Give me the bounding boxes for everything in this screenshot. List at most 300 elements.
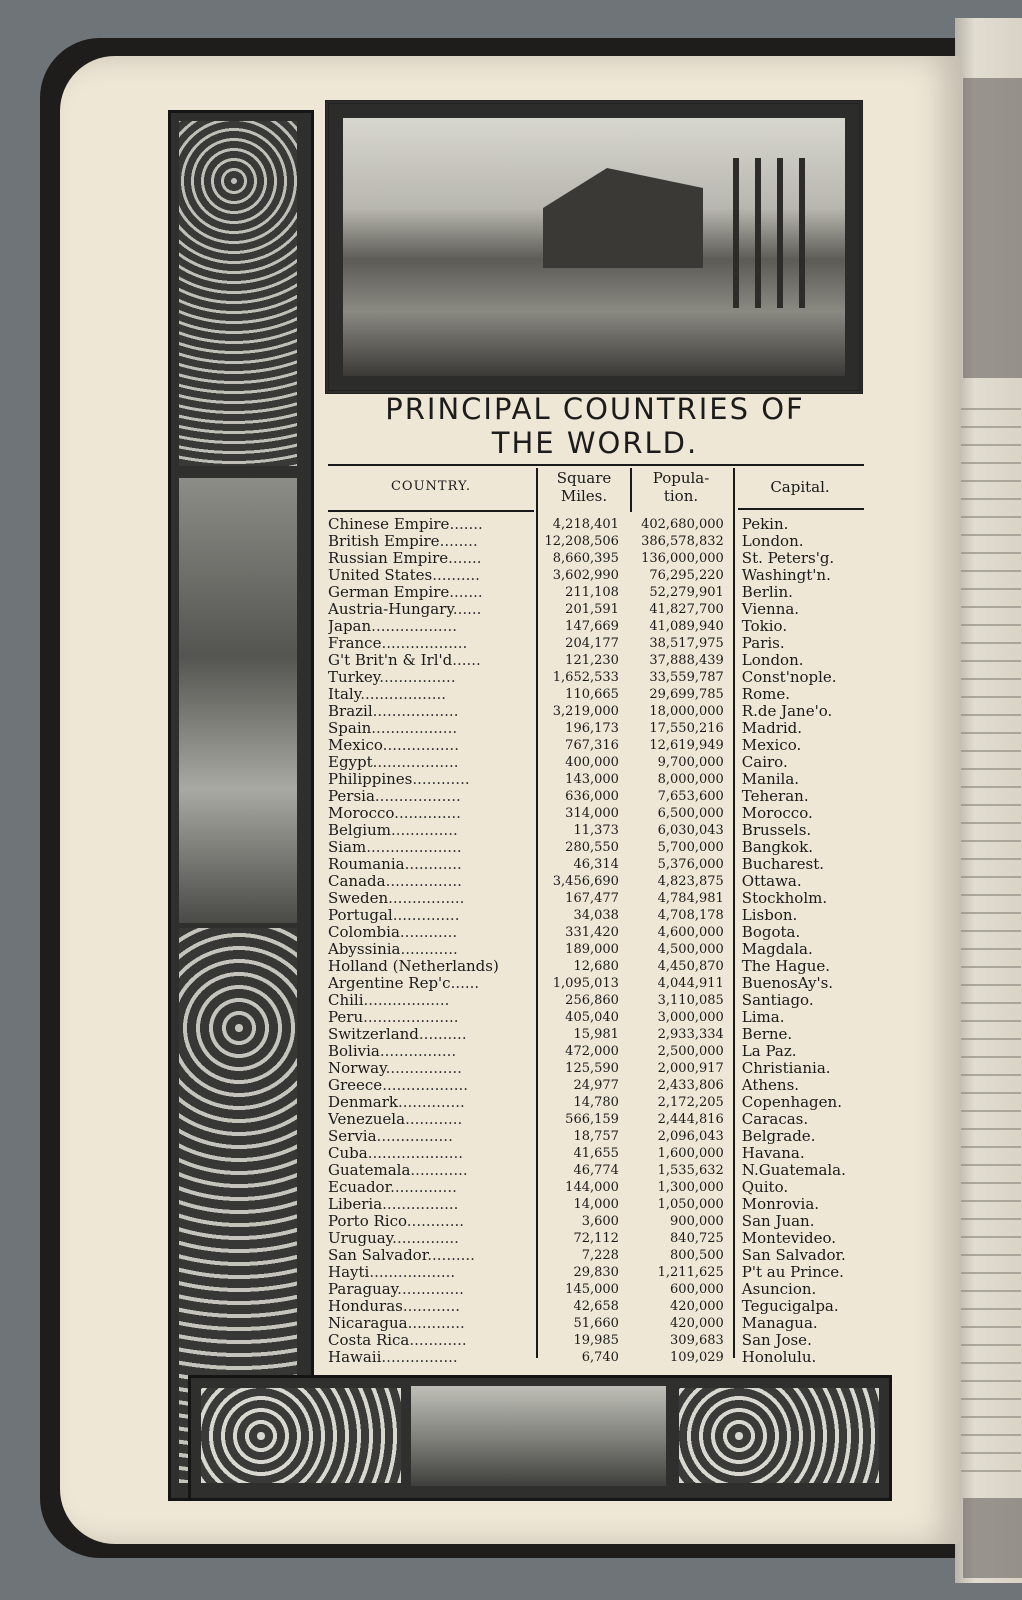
table-row — [328, 635, 864, 652]
country-cell — [328, 1111, 530, 1128]
square-miles-cell: 11,373 — [573, 823, 619, 838]
population-cell: 1,211,625 — [657, 1265, 724, 1280]
country-cell — [328, 1247, 530, 1264]
country-name: San Salvador — [328, 1247, 428, 1264]
capital-cell: La Paz. — [741, 1043, 797, 1060]
capital-cell: The Hague. — [741, 958, 831, 975]
square-miles-cell: 51,660 — [573, 1316, 619, 1331]
trees-illustration — [733, 158, 813, 308]
capital-cell: Copenhagen. — [741, 1094, 842, 1111]
leader-dots: ............ — [402, 1298, 461, 1315]
capital-cell: Lima. — [741, 1009, 785, 1026]
header-popula-label: Popula- — [652, 469, 710, 487]
population-cell: 1,300,000 — [657, 1180, 724, 1195]
country-name: German Empire — [328, 584, 450, 601]
table-row — [328, 958, 864, 975]
capital-cell: Christiania. — [741, 1060, 831, 1077]
country-cell — [328, 584, 530, 601]
country-name: Austria-Hungary — [328, 601, 453, 618]
square-miles-cell: 472,000 — [565, 1044, 619, 1059]
table-row — [328, 1281, 864, 1298]
country-cell — [328, 1060, 530, 1077]
country-cell — [328, 822, 530, 839]
country-cell — [328, 1026, 530, 1043]
leader-dots: .................. — [371, 720, 458, 737]
square-miles-cell: 145,000 — [565, 1282, 619, 1297]
square-miles-cell: 14,780 — [573, 1095, 619, 1110]
leader-dots: .............. — [398, 1094, 465, 1111]
population-cell: 4,600,000 — [657, 925, 724, 940]
leader-dots: ............ — [404, 856, 462, 873]
capital-cell: Bangkok. — [741, 839, 814, 856]
table-row — [328, 1145, 864, 1162]
leader-dots: ...... — [452, 652, 481, 669]
capital-cell: Madrid. — [741, 720, 803, 737]
square-miles-cell: 211,108 — [565, 585, 619, 600]
country-name: Honduras — [328, 1298, 403, 1315]
country-cell — [328, 1315, 530, 1332]
population-cell: 840,725 — [670, 1231, 724, 1246]
leader-dots: ............ — [407, 1315, 465, 1332]
country-cell — [328, 686, 530, 703]
table-row — [328, 550, 864, 567]
title-line-2: THE WORLD. — [491, 426, 699, 460]
leader-dots: ........ — [439, 533, 478, 550]
population-cell: 2,933,334 — [657, 1027, 724, 1042]
country-name: Holland (Netherlands) — [328, 958, 499, 975]
country-name: Belgium — [328, 822, 391, 839]
population-cell: 18,000,000 — [649, 704, 724, 719]
country-name: Costa Rica — [328, 1332, 410, 1349]
square-miles-cell: 147,669 — [565, 619, 619, 634]
leader-dots: ................ — [385, 873, 462, 890]
square-miles-cell: 3,602,990 — [552, 568, 619, 583]
capital-cell: San Jose. — [741, 1332, 812, 1349]
page-title — [325, 392, 865, 460]
table-row — [328, 992, 864, 1009]
leader-dots: .................. — [382, 1077, 469, 1094]
square-miles-cell: 12,680 — [573, 959, 619, 974]
population-cell: 41,089,940 — [649, 619, 724, 634]
leader-dots: .................. — [369, 1264, 456, 1281]
country-cell — [328, 907, 530, 924]
facing-page-illustration — [963, 78, 1022, 378]
square-miles-cell: 3,219,000 — [552, 704, 619, 719]
engraving-scene — [343, 118, 845, 376]
country-name: G't Brit'n & Irl'd — [328, 652, 453, 669]
country-name: Porto Rico — [328, 1213, 407, 1230]
square-miles-cell: 29,830 — [573, 1265, 619, 1280]
leader-dots: .............. — [390, 1179, 457, 1196]
leader-dots: ............ — [410, 1162, 468, 1179]
table-row — [328, 754, 864, 771]
country-name: Abyssinia — [328, 941, 401, 958]
leader-dots: ................ — [376, 1128, 453, 1145]
header-rule-country — [328, 510, 534, 512]
floral-scroll-ornament — [179, 121, 297, 466]
square-miles-cell: 143,000 — [565, 772, 619, 787]
header-capital-label: Capital. — [770, 478, 830, 496]
country-name: Cuba — [328, 1145, 368, 1162]
country-name: Japan — [328, 618, 372, 635]
table-row — [328, 1026, 864, 1043]
square-miles-cell: 767,316 — [565, 738, 619, 753]
population-cell: 33,559,787 — [649, 670, 724, 685]
country-name: United States — [328, 567, 433, 584]
country-cell — [328, 1162, 530, 1179]
country-cell — [328, 924, 530, 941]
country-cell — [328, 533, 530, 550]
table-row — [328, 1196, 864, 1213]
header-square-miles — [538, 464, 630, 510]
country-name: Chinese Empire — [328, 516, 450, 533]
capital-cell: Berlin. — [741, 584, 793, 601]
country-name: Turkey — [328, 669, 380, 686]
leader-dots: .................. — [372, 703, 459, 720]
square-miles-cell: 34,038 — [573, 908, 619, 923]
square-miles-cell: 6,740 — [581, 1350, 619, 1365]
population-cell: 4,708,178 — [657, 908, 724, 923]
leader-dots: .................... — [363, 1009, 459, 1026]
facing-page-ornament — [963, 1498, 1022, 1578]
table-row — [328, 1213, 864, 1230]
country-name: Russian Empire — [328, 550, 449, 567]
square-miles-cell: 204,177 — [565, 636, 619, 651]
square-miles-cell: 331,420 — [565, 925, 619, 940]
capital-cell: Monrovia. — [741, 1196, 820, 1213]
country-cell — [328, 975, 530, 992]
country-cell — [328, 1230, 530, 1247]
square-miles-cell: 24,977 — [573, 1078, 619, 1093]
header-population — [631, 464, 731, 510]
country-name: Bolivia — [328, 1043, 380, 1060]
country-name: Roumania — [328, 856, 405, 873]
country-cell — [328, 1128, 530, 1145]
leader-dots: .............. — [397, 1281, 464, 1298]
table-row — [328, 1298, 864, 1315]
capital-cell: Pekin. — [741, 516, 789, 533]
header-country — [328, 464, 534, 510]
capital-cell: Santiago. — [741, 992, 814, 1009]
table-row — [328, 924, 864, 941]
capital-cell: Managua. — [741, 1315, 818, 1332]
country-cell — [328, 1213, 530, 1230]
population-cell: 9,700,000 — [657, 755, 724, 770]
country-name: Servia — [328, 1128, 377, 1145]
square-miles-cell: 400,000 — [565, 755, 619, 770]
leader-dots: ................ — [382, 1196, 459, 1213]
leader-dots: ................ — [379, 669, 456, 686]
country-cell — [328, 1009, 530, 1026]
country-cell — [328, 703, 530, 720]
country-name: Greece — [328, 1077, 383, 1094]
capital-cell: Teheran. — [741, 788, 809, 805]
population-cell: 7,653,600 — [657, 789, 724, 804]
country-cell — [328, 1094, 530, 1111]
table-row — [328, 1162, 864, 1179]
leader-dots: .................. — [371, 618, 457, 635]
table-row — [328, 1009, 864, 1026]
table-row — [328, 1128, 864, 1145]
country-name: Venezuela — [328, 1111, 406, 1128]
leader-dots: ................ — [381, 1349, 458, 1366]
leader-dots: .................... — [367, 1145, 464, 1162]
country-name: Persia — [328, 788, 375, 805]
header-square-label: Square — [556, 469, 612, 487]
table-row — [328, 1332, 864, 1349]
capital-cell: San Salvador. — [741, 1247, 846, 1264]
leader-dots: ....... — [449, 584, 483, 601]
population-cell: 1,600,000 — [657, 1146, 724, 1161]
country-cell — [328, 788, 530, 805]
square-miles-cell: 256,860 — [565, 993, 619, 1008]
country-name: Italy — [328, 686, 361, 703]
leader-dots: .......... — [418, 1026, 467, 1043]
square-miles-cell: 144,000 — [565, 1180, 619, 1195]
table-row — [328, 822, 864, 839]
table-row — [328, 669, 864, 686]
leader-dots: .............. — [392, 907, 460, 924]
country-name: Chili — [328, 992, 364, 1009]
population-cell: 2,172,205 — [657, 1095, 724, 1110]
leader-dots: .................... — [366, 839, 462, 856]
country-cell — [328, 1332, 530, 1349]
country-cell — [328, 1264, 530, 1281]
capital-cell: Cairo. — [741, 754, 788, 771]
capital-cell: BuenosAy's. — [741, 975, 834, 992]
country-cell — [328, 1145, 530, 1162]
square-miles-cell: 41,655 — [573, 1146, 619, 1161]
square-miles-cell: 46,314 — [573, 857, 619, 872]
leader-dots: .............. — [394, 805, 461, 822]
population-cell: 4,823,875 — [657, 874, 724, 889]
rosette-ornament-left — [201, 1388, 401, 1483]
capital-cell: Bucharest. — [741, 856, 825, 873]
leader-dots: ................ — [382, 737, 459, 754]
population-cell: 6,030,043 — [657, 823, 724, 838]
capital-cell: Morocco. — [741, 805, 813, 822]
population-cell: 2,444,816 — [657, 1112, 724, 1127]
square-miles-cell: 636,000 — [565, 789, 619, 804]
country-name: Sweden — [328, 890, 389, 907]
country-cell — [328, 958, 530, 975]
table-row — [328, 686, 864, 703]
cottage-illustration — [543, 168, 703, 268]
capital-cell: Havana. — [741, 1145, 805, 1162]
leader-dots: .................. — [372, 754, 459, 771]
population-cell: 4,500,000 — [657, 942, 724, 957]
square-miles-cell: 110,665 — [565, 687, 619, 702]
country-name: Switzerland — [328, 1026, 419, 1043]
square-miles-cell: 7,228 — [581, 1248, 619, 1263]
country-cell — [328, 1179, 530, 1196]
population-cell: 6,500,000 — [657, 806, 724, 821]
title-line-1: PRINCIPAL COUNTRIES OF — [385, 392, 805, 426]
square-miles-cell: 125,590 — [565, 1061, 619, 1076]
country-name: Egypt — [328, 754, 373, 771]
capital-cell: Rome. — [741, 686, 790, 703]
leader-dots: .......... — [432, 567, 480, 584]
capital-cell: P't au Prince. — [741, 1264, 844, 1281]
country-name: Mexico — [328, 737, 383, 754]
population-cell: 386,578,832 — [641, 534, 724, 549]
country-cell — [328, 516, 530, 533]
country-cell — [328, 992, 530, 1009]
square-miles-cell: 189,000 — [565, 942, 619, 957]
population-cell: 5,700,000 — [657, 840, 724, 855]
square-miles-cell: 4,218,401 — [552, 517, 619, 532]
country-cell — [328, 941, 530, 958]
population-cell: 3,000,000 — [657, 1010, 724, 1025]
country-name: Portugal — [328, 907, 393, 924]
table-row — [328, 1315, 864, 1332]
header-capital — [738, 464, 862, 510]
leader-dots: ...... — [452, 601, 482, 618]
country-name: Nicaragua — [328, 1315, 408, 1332]
leader-dots: ................ — [388, 890, 465, 907]
population-cell: 2,433,806 — [657, 1078, 724, 1093]
country-cell — [328, 601, 530, 618]
table-row — [328, 1060, 864, 1077]
table-row — [328, 975, 864, 992]
country-name: Spain — [328, 720, 372, 737]
country-name: Brazil — [328, 703, 373, 720]
table-row — [328, 1247, 864, 1264]
leader-dots: .............. — [390, 822, 458, 839]
country-cell — [328, 720, 530, 737]
country-cell — [328, 1196, 530, 1213]
country-cell — [328, 1298, 530, 1315]
capital-cell: London. — [741, 533, 804, 550]
leader-dots: .................. — [363, 992, 450, 1009]
country-cell — [328, 1077, 530, 1094]
square-miles-cell: 201,591 — [565, 602, 619, 617]
capital-cell: Belgrade. — [741, 1128, 816, 1145]
population-cell: 52,279,901 — [649, 585, 724, 600]
square-miles-cell: 280,550 — [565, 840, 619, 855]
population-cell: 1,535,632 — [657, 1163, 724, 1178]
table-row — [328, 1349, 864, 1366]
table-body — [328, 516, 864, 1366]
table-row — [328, 907, 864, 924]
capital-cell: San Juan. — [741, 1213, 815, 1230]
country-cell — [328, 618, 530, 635]
square-miles-cell: 72,112 — [573, 1231, 619, 1246]
population-cell: 17,550,216 — [649, 721, 724, 736]
capital-cell: Ottawa. — [741, 873, 802, 890]
table-row — [328, 941, 864, 958]
population-cell: 29,699,785 — [649, 687, 724, 702]
country-name: Canada — [328, 873, 386, 890]
country-name: Norway — [328, 1060, 386, 1077]
country-cell — [328, 1281, 530, 1298]
population-cell: 12,619,949 — [649, 738, 724, 753]
capital-cell: Bogota. — [741, 924, 801, 941]
header-tion-label: tion. — [663, 487, 699, 505]
leader-dots: ....... — [448, 550, 482, 567]
country-cell — [328, 737, 530, 754]
table-row — [328, 601, 864, 618]
capital-cell: London. — [741, 652, 804, 669]
table-row — [328, 1077, 864, 1094]
table-row — [328, 839, 864, 856]
population-cell: 800,500 — [670, 1248, 724, 1263]
population-cell: 5,376,000 — [657, 857, 724, 872]
population-cell: 41,827,700 — [649, 602, 724, 617]
leader-dots: ...... — [450, 975, 480, 992]
bottom-ornamental-border — [188, 1375, 892, 1501]
square-miles-cell: 405,040 — [565, 1010, 619, 1025]
capital-cell: Athens. — [741, 1077, 800, 1094]
leader-dots: .................. — [381, 635, 468, 652]
country-cell — [328, 635, 530, 652]
country-cell — [328, 839, 530, 856]
capital-cell: St. Peters'g. — [741, 550, 835, 567]
table-row — [328, 788, 864, 805]
facing-page-table — [961, 408, 1021, 1488]
table-row — [328, 856, 864, 873]
square-miles-cell: 42,658 — [573, 1299, 619, 1314]
country-name: Argentine Rep'c — [328, 975, 451, 992]
leader-dots: ............ — [399, 924, 458, 941]
capital-cell: Paris. — [741, 635, 785, 652]
capital-cell: Tokio. — [741, 618, 788, 635]
population-cell: 38,517,975 — [649, 636, 724, 651]
table-row — [328, 873, 864, 890]
capital-cell: Montevideo. — [741, 1230, 837, 1247]
country-cell — [328, 890, 530, 907]
capital-cell: Asuncion. — [741, 1281, 817, 1298]
cottage-engraving — [325, 100, 863, 394]
population-cell: 76,295,220 — [649, 568, 724, 583]
header-rule-capital — [738, 508, 864, 510]
table-row — [328, 1179, 864, 1196]
country-cell — [328, 1043, 530, 1060]
country-cell — [328, 805, 530, 822]
country-name: British Empire — [328, 533, 440, 550]
country-cell — [328, 652, 530, 669]
capital-cell: Const'nople. — [741, 669, 837, 686]
square-miles-cell: 314,000 — [565, 806, 619, 821]
table-row — [328, 533, 864, 550]
leader-dots: .............. — [392, 1230, 459, 1247]
capital-cell: N.Guatemala. — [741, 1162, 846, 1179]
country-name: Uruguay — [328, 1230, 393, 1247]
country-cell — [328, 669, 530, 686]
population-cell: 420,000 — [670, 1316, 724, 1331]
population-cell: 600,000 — [670, 1282, 724, 1297]
country-name: Hawaii — [328, 1349, 382, 1366]
square-miles-cell: 8,660,395 — [552, 551, 619, 566]
country-name: Denmark — [328, 1094, 398, 1111]
country-cell — [328, 754, 530, 771]
country-cell — [328, 856, 530, 873]
facing-page-edge — [955, 18, 1022, 1583]
country-cell — [328, 873, 530, 890]
country-name: Guatemala — [328, 1162, 411, 1179]
square-miles-cell: 1,095,013 — [552, 976, 619, 991]
leader-dots: .................. — [360, 686, 447, 703]
country-name: Colombia — [328, 924, 400, 941]
table-row — [328, 516, 864, 533]
population-cell: 109,029 — [670, 1350, 724, 1365]
table-row — [328, 1111, 864, 1128]
leader-dots: ................ — [379, 1043, 457, 1060]
table-row — [328, 1094, 864, 1111]
population-cell: 1,050,000 — [657, 1197, 724, 1212]
header-country-label: COUNTRY. — [390, 479, 472, 494]
country-name: Morocco — [328, 805, 395, 822]
